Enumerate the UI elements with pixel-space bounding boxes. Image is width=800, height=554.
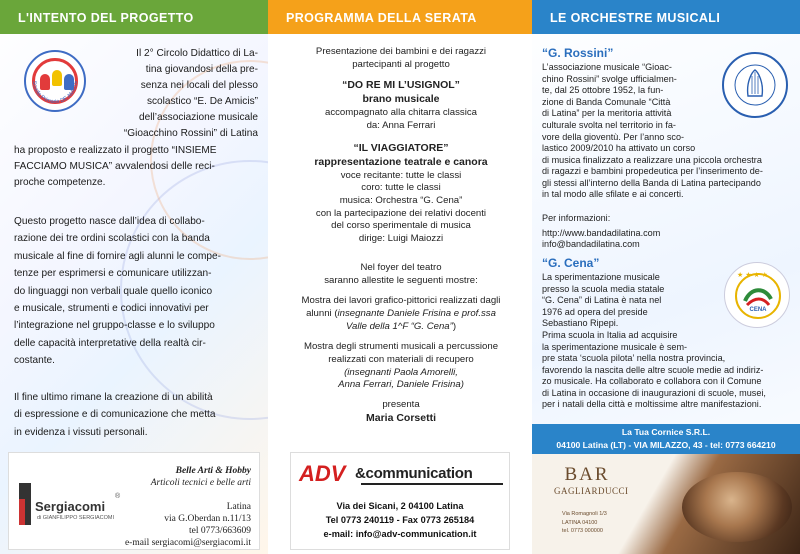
school-logo bbox=[24, 50, 86, 112]
rossini-heading: “G. Rossini” bbox=[542, 46, 614, 60]
adv-contacts: Via dei Sicani, 2 04100 Latina Tel 0773 240119 - Fax 0773 265184 e-mail: info@adv-communication.it bbox=[323, 501, 477, 539]
adv-logo-suffix: &communication bbox=[355, 465, 473, 482]
cornice-sponsor-bar: La Tua Cornice S.R.L. 04100 Latina (LT) - VIA MILAZZO, 43 - tel: 0773 664210 bbox=[532, 424, 800, 454]
school-logo-text: Scuola Primaria DE AMICIS bbox=[30, 80, 80, 106]
bar-sign: BAR GAGLIARDUCCI bbox=[554, 464, 629, 496]
cena-heading: “G. Cena” bbox=[542, 256, 600, 270]
section-title: L'INTENTO DEL PROGETTO bbox=[0, 0, 268, 34]
column-program bbox=[268, 0, 532, 554]
svg-text:★ ★ ★ ★: ★ ★ ★ ★ bbox=[737, 272, 768, 279]
adv-logo: ADV bbox=[299, 461, 346, 486]
cena-logo-text: CENA bbox=[749, 307, 767, 313]
rossini-band-seal bbox=[722, 52, 788, 118]
rossini-email[interactable]: info@bandadilatina.com bbox=[542, 239, 640, 250]
bar-gagliarducci-ad bbox=[532, 454, 800, 554]
section-title: LE ORCHESTRE MUSICALI bbox=[532, 0, 800, 34]
bar-address: Via Romagnoli 1/3 LATINA 04100 tel. 0773 000000 bbox=[562, 511, 607, 534]
section-title: PROGRAMMA DELLA SERATA bbox=[268, 0, 532, 34]
sergiacomi-brand: Sergiacomi bbox=[35, 499, 106, 514]
sergiacomi-brand-sub: di GIANFILIPPO SERGIACOMI bbox=[37, 515, 115, 521]
column-orchestras bbox=[532, 0, 800, 554]
goal-paragraph: Il fine ultimo rimane la creazione di un abilità di espressione e di comunicazione che metta in evidenza i vissuti personali. bbox=[14, 392, 216, 438]
cena-text-cont: pre stata ‘scuola pilota’ nella nostra provincia, favorendo la nascita delle altre scuole medie ad indiriz- zo musicale. Ha collaborato e collabora con il Comune di Latina in occasione di inaugurazioni di scuole, musei, per i natali della città e moltissime altre manifestazioni. bbox=[542, 353, 766, 410]
intro-paragraph: Il 2° Circolo Didattico di La- tina giovandosi della pre- senza nei locali del plesso scolastico “E. De Amicis” dell’associazione musicale “Gioacchino Rossini” di Latina bbox=[123, 48, 258, 140]
rossini-text-cont: lastico 2009/2010 ha attivato un corso di musica finalizzato a realizzare una piccola orchestra di ragazzi e bambini propedeutica per l’inserimento de- gli stessi all’interno della Banda di Latina partecipando in tal modo alle sfilate e ai concerti. bbox=[542, 143, 763, 200]
svg-text:Scuola Primaria DE AMICIS bbox=[31, 81, 79, 106]
rossini-text: L’associazione musicale “Gioac- chino Rossini” svolge ufficialmen- te, dal 25 ottobre 1952, la fun- zione di Banda Comunale “Città di Latina” per la meritoria attività culturale svolta nel territorio in fa- vore della gioventù. Per l’anno sco- bbox=[542, 62, 685, 142]
rossini-info: Per informazioni: http://www.bandadilatina.com info@bandadilatina.com bbox=[542, 213, 794, 251]
coffee-cup-image bbox=[682, 472, 792, 542]
sergiacomi-contacts: Belle Arti & Hobby Articoli tecnici e belle arti Latina via G.Oberdan n.11/13 tel 0773/663609 e-mail sergiacomi@sergiacomi.it bbox=[124, 466, 251, 548]
sponsor-sergiacomi: Sergiacomi di GIANFILIPPO SERGIACOMI ® Belle Arti & Hobby Articoli tecnici e belle arti Latina via G.Oberdan n.11/13 tel 0773/663609 e-mail sergiacomi@sergiacomi.it bbox=[8, 452, 260, 550]
sponsor-adv bbox=[290, 452, 510, 550]
intro-paragraph-cont: ha proposto e realizzato il progetto “INSIEME FACCIAMO MUSICA” avvalendosi delle reci- proche competenze. bbox=[14, 145, 217, 189]
column-intent bbox=[0, 0, 268, 554]
program-list: Presentazione dei bambini e dei ragazzi partecipanti al progetto “DO RE MI L’USIGNOL” brano musicale accompagnato alla chitarra classica da: Anna Ferrari “IL VIAGGIATORE” rappresentazione teatrale e canora voce recitante: tutte le classi coro: tutte le classi musica: Orchestra “G. Cena” con la partecipazione dei relativi docenti del corso sperimentale di musica dirige: Luigi Maiozzi Nel foyer del teatro saranno allestite le seguenti mostre: Mostra dei lavori grafico-pittorici realizzati dagli alunni (insegnante Daniele Frisina e prof.ssa Valle della 1^F “G. Cena”) Mostra degli strumenti musicali a percussione realizzati con materiali di recupero (insegnanti Paola Amorelli, Anna Ferrari, Daniele Frisina) presenta Maria Corsetti bbox=[301, 46, 501, 424]
cena-school-logo bbox=[724, 262, 790, 328]
project-paragraph: Questo progetto nasce dall’idea di collabo- razione dei tre ordini scolastici con la banda musicale al fine di fornire agli alunni le compe- tenze per esprimersi e comunicare utilizzan- do linguaggi non verbali quale quello iconico e musicale, strumenti e codici innovativi per l’integrazione nel gruppo-classe e lo sviluppo delle capacità interpretative della realtà cir- costante. bbox=[14, 216, 222, 367]
rossini-url[interactable]: http://www.bandadilatina.com bbox=[542, 227, 661, 238]
cena-text: La sperimentazione musicale presso la scuola media statale “G. Cena” di Latina è nata nel 1976 ad opera del preside Sebastiano Ripepi. Prima scuola in Italia ad acquisire la sperimentazione musicale è sem- bbox=[542, 272, 688, 352]
